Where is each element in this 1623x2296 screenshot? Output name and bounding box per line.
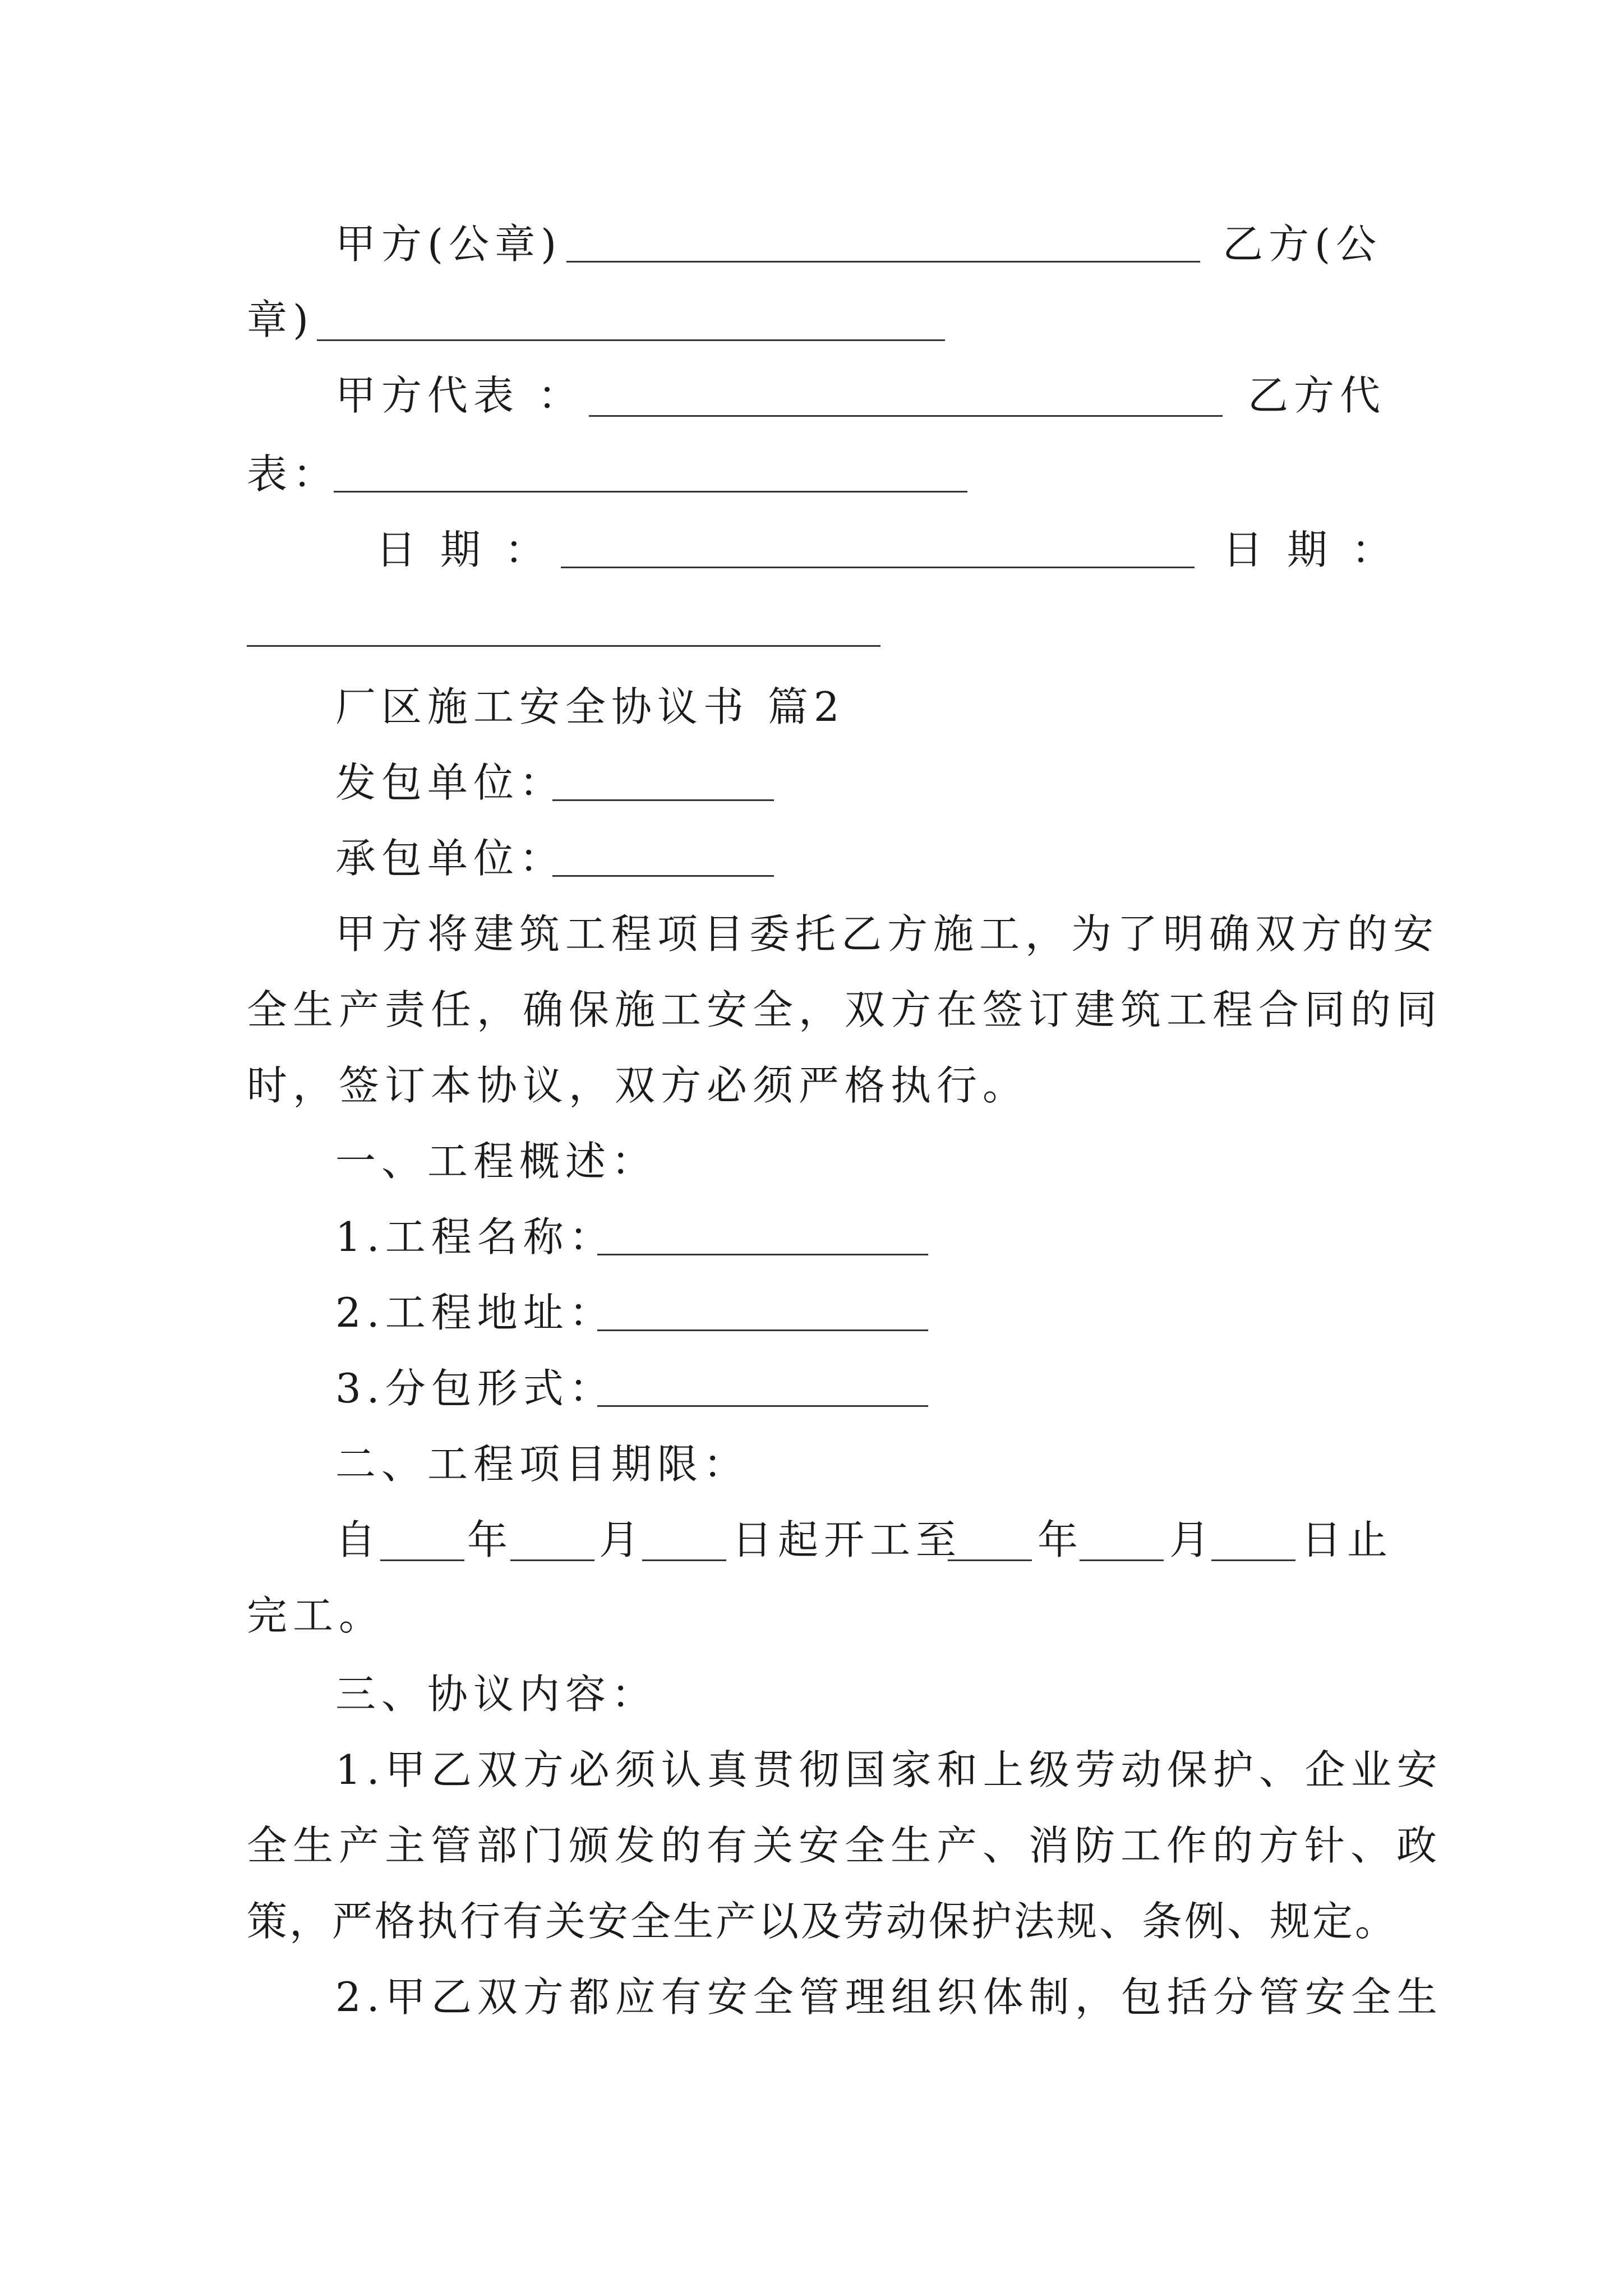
clause2-line-1: 2.甲乙双方都应有安全管理组织体制，包括分管安全生 — [335, 1973, 1443, 2021]
party-a-rep-blank[interactable] — [589, 415, 1223, 417]
project-name-blank[interactable] — [597, 1254, 928, 1255]
date-b-label: 日 期 ： — [1223, 526, 1398, 573]
party-a-rep-label: 甲方代表 ： — [335, 372, 584, 419]
date-a-label: 日 期 ： — [376, 526, 551, 573]
intro-line-1: 甲方将建筑工程项目委托乙方施工，为了明确双方的安 — [335, 910, 1440, 958]
period-day-start: 日起开工至 — [732, 1516, 962, 1563]
end-month-blank[interactable] — [1080, 1559, 1164, 1561]
intro-line-3: 时，签订本协议，双方必须严格执行。 — [247, 1062, 1029, 1109]
heading-period: 二、工程项目期限： — [335, 1441, 750, 1488]
heading-agreement: 三、协议内容： — [335, 1671, 658, 1718]
item-subcontract-form: 3.分包形式： — [335, 1365, 615, 1412]
item-project-address: 2.工程地址： — [335, 1289, 615, 1336]
period-from: 自 — [335, 1516, 382, 1563]
party-b-rep-end-line — [247, 443, 1391, 505]
party-b-seal-end-line — [247, 289, 1391, 351]
date-a-blank[interactable] — [561, 567, 1195, 568]
party-a-rep-line — [247, 365, 1391, 426]
party-b-seal-label: 章) — [247, 296, 315, 343]
start-year-blank[interactable] — [380, 1559, 464, 1561]
start-month-blank[interactable] — [510, 1559, 594, 1561]
subcontract-form-blank[interactable] — [597, 1405, 928, 1407]
party-a-seal-label: 甲方(公章) — [335, 220, 562, 268]
employer-blank[interactable] — [552, 799, 774, 801]
start-day-blank[interactable] — [642, 1559, 726, 1561]
clause1-line-2: 全生产主管部门颁发的有关安全生产、消防工作的方针、政 — [247, 1822, 1443, 1869]
party-a-seal-line — [247, 213, 1391, 275]
employer-line — [247, 752, 1391, 813]
period-month2: 月 — [1169, 1516, 1216, 1563]
period-year2: 年 — [1038, 1516, 1084, 1563]
period-month: 月 — [599, 1516, 645, 1563]
heading-overview: 一、工程概述： — [335, 1138, 658, 1185]
contractor-label: 承包单位： — [335, 835, 566, 882]
date-b-line — [1223, 519, 1402, 581]
end-year-blank[interactable] — [948, 1559, 1032, 1561]
party-a-seal-blank[interactable] — [566, 261, 1200, 263]
contractor-line — [247, 827, 1391, 889]
party-b-seal-start: 乙方(公 — [1223, 220, 1382, 268]
party-b-seal-blank[interactable] — [317, 339, 945, 341]
party-b-rep-blank[interactable] — [334, 491, 967, 493]
period-day-end: 日止 — [1301, 1516, 1394, 1563]
party-b-rep-start: 乙方代 — [1248, 372, 1386, 419]
period-year: 年 — [467, 1516, 514, 1563]
date-a-line — [376, 519, 566, 581]
clause1-line-1: 1.甲乙双方必须认真贯彻国家和上级劳动保护、企业安 — [335, 1746, 1443, 1793]
end-day-blank[interactable] — [1211, 1559, 1295, 1561]
employer-label: 发包单位： — [335, 759, 566, 806]
project-address-blank[interactable] — [597, 1329, 928, 1331]
period-end-line: 完工。 — [247, 1592, 385, 1639]
section-title: 厂区施工安全协议书 篇2 — [335, 683, 845, 730]
date-b-blank[interactable] — [247, 645, 880, 647]
contractor-blank[interactable] — [552, 875, 774, 877]
intro-line-2: 全生产责任，确保施工安全，双方在签订建筑工程合同的同 — [247, 986, 1443, 1033]
item-project-name: 1.工程名称： — [335, 1213, 615, 1260]
clause1-line-3: 策，严格执行有关安全生产以及劳动保护法规、条例、规定。 — [247, 1898, 1398, 1945]
party-b-rep-label: 表： — [247, 450, 339, 498]
